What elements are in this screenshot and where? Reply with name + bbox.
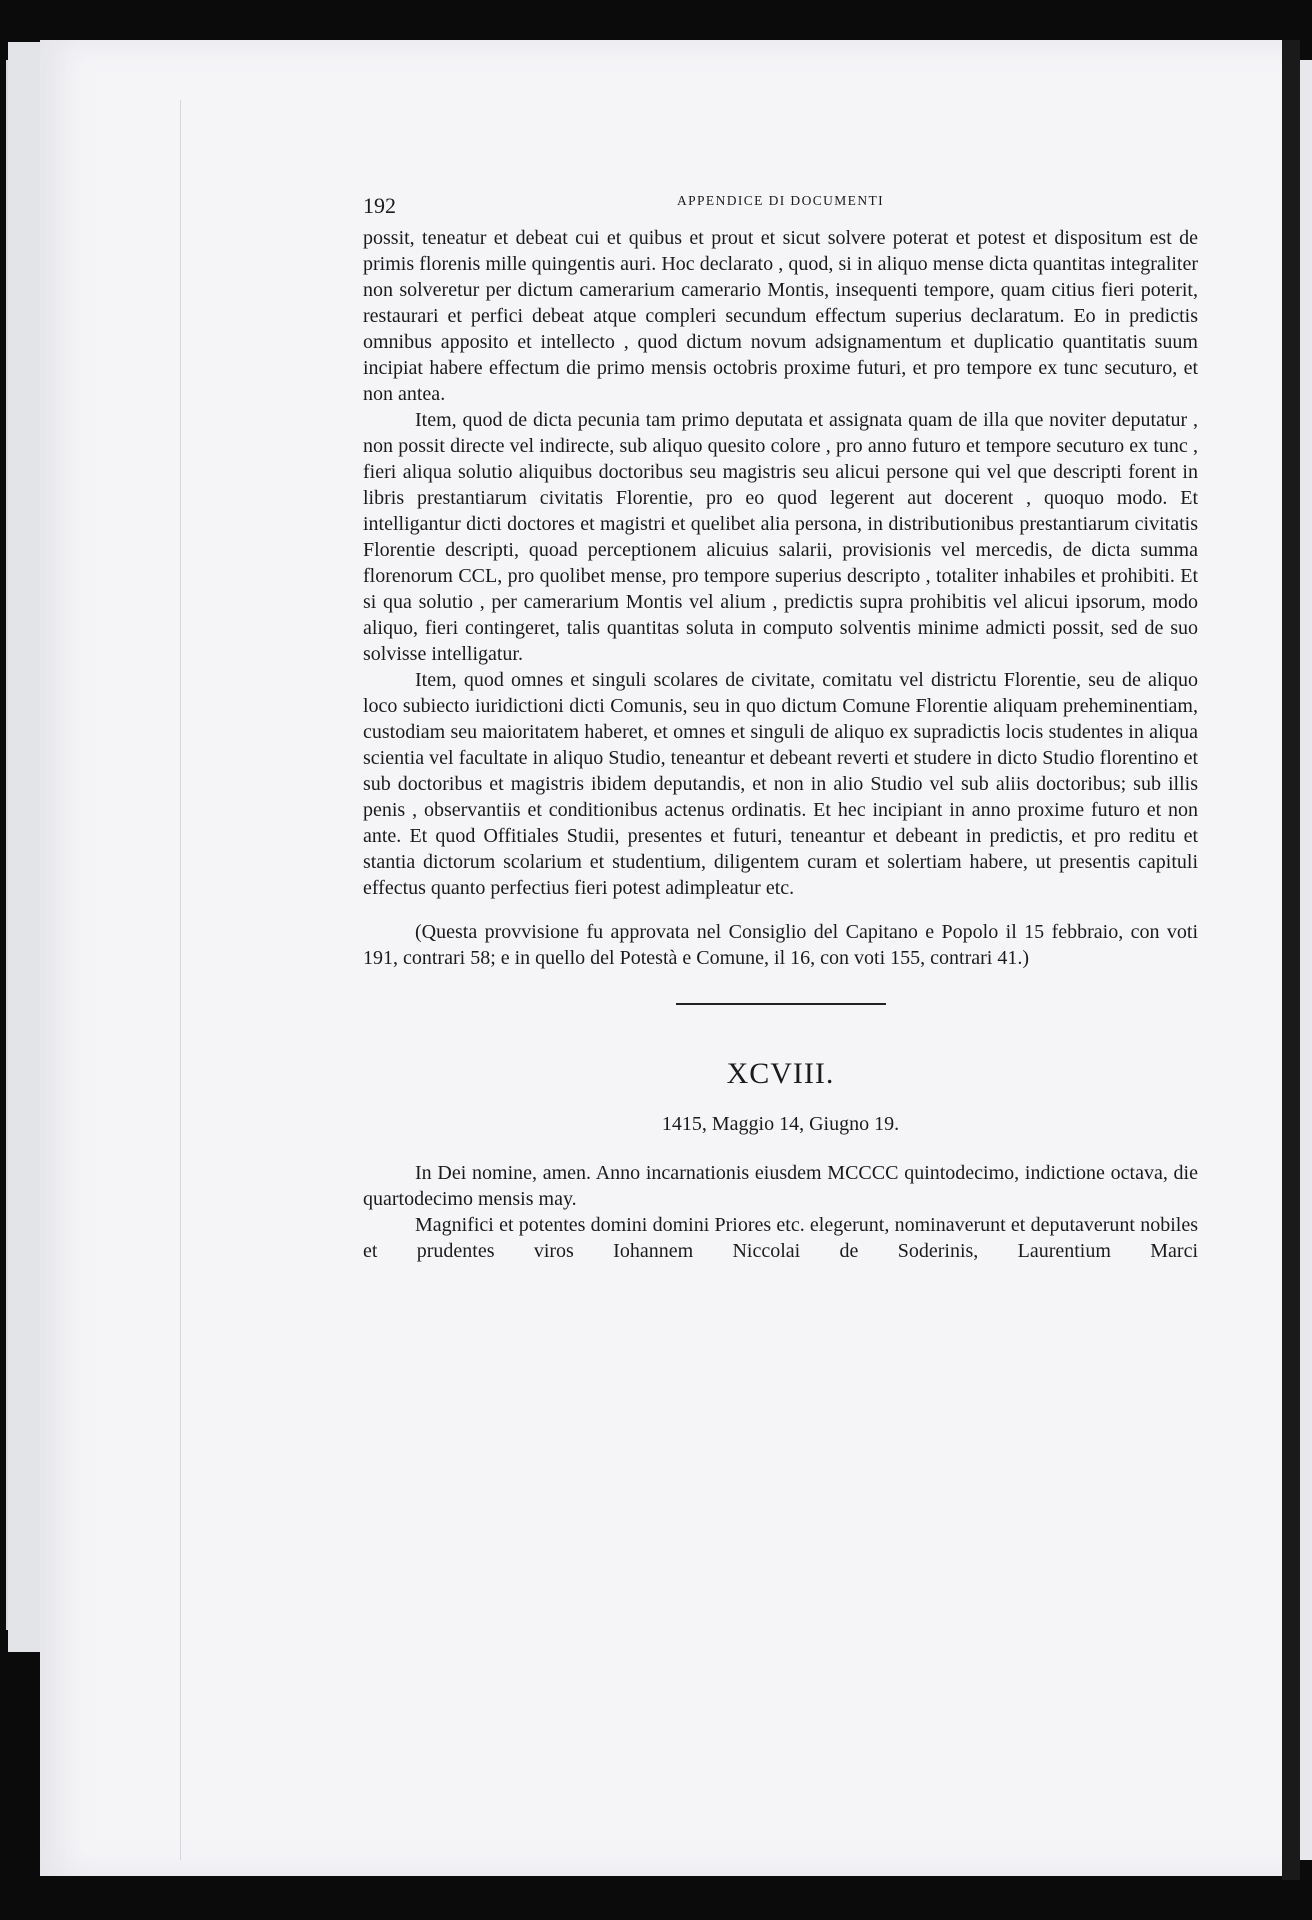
running-head-title: APPENDICE DI DOCUMENTI [676,193,885,208]
body-text [363,225,1198,971]
document-number: XCVIII. [726,1057,835,1090]
document-date: 1415, Maggio 14, Giugno 19. [661,1113,900,1135]
paragraph: possit, teneatur et debeat cui et quibus et prout et sicut solvere poterat et potest et dispositum est de primis florenis mille quingentis auri. Hoc declarato , quod, si in aliquo mense dicta quantitas integraliter non solveretur per dictum camerarium camerario Montis, insequenti tempore, quam citius fieri poterit, restaurari et perfici debeat atque compleri secundum effectum superius declaratum. Eo in predictis omnibus apposito et intellecto , quod dictum novum adsignamentum et duplicatio quantitatis suum incipiat habere effectum die primo mensis octobris proxime futuri, et pro tempore ex tunc secuturo, et non antea. [363,227,1198,405]
page-content [363,185,1198,1264]
editorial-note: (Questa provvisione fu approvata nel Consiglio del Capitano e Popolo il 15 febbraio, con voti 191, contrari 58; e in quello del Potestà e Comune, il 16, con voti 155, contrari 41.) [363,921,1198,969]
paragraph: Item, quod de dicta pecunia tam primo deputata et assignata quam de illa que noviter deputatur , non possit directe vel indirecte, sub aliquo quesito colore , pro anno futuro et tempore secuturo ex tunc , fieri aliqua solutio aliquibus doctoribus seu magistris seu alicui persone qui vel que descripti forent in libris prestantiarum civitatis Florentie, pro eo quod legerent aut docerent , quoquo modo. Et intelligantur dicti doctores et magistri et quelibet alia persona, in distributionibus prestantiarum civitatis Florentie descripti, quoad perceptionem alicuius salarii, provisionis vel mercedis, de dicta summa florenorum CCL, pro quolibet mense, pro tempore superius descripto , totaliter inhabiles et prohibiti. Et si qua solutio , per camerarium Montis vel alium , predictis supra prohibitis vel alicui ipsorum, modo aliquo, fieri contingeret, talis quantitas soluta in computo solventis minime admicti possit, sed de suo solvisse intelligatur. [363,409,1198,665]
page-number: 192 [363,193,396,218]
document-text [363,1160,1198,1264]
paragraph: In Dei nomine, amen. Anno incarnationis eiusdem MCCCC quintodecimo, indictione octava, die quartodecimo mensis may. [363,1162,1198,1210]
paragraph: Item, quod omnes et singuli scolares de civitate, comitatu vel districtu Florentie, seu de aliquo loco subiecto iuridictioni dicti Comunis, seu in quo dictum Comune Florentie aliquam preheminentiam, custodiam seu maioritatem haberet, et omnes et singuli de aliquo ex supradictis locis studentes in aliqua scientia vel facultate in aliquo Studio, teneantur et debeant reverti et studere in dicto Studio florentino et sub doctoribus et magistris ibidem deputandis, et non in alio Studio vel sub aliis doctoribus; sub illis penis , observantiis et conditionibus actenus ordinatis. Et hec incipiant in anno proxime futuro et non ante. Et quod Offitiales Studii, presentes et futuri, teneantur et debeant in predictis, et pro reditu et stantia dictorum scolarium et studentium, diligentem curam et solertiam habere, ut presentis capituli effectus quanto perfectius fieri potest adimpleatur etc. [363,669,1198,899]
page-gutter-shadow [1282,40,1300,1880]
paragraph: Magnifici et potentes domini domini Priores etc. elegerunt, nominaverunt et deputaverunt nobiles et prudentes viros Iohannem Niccolai de Soderinis, Laurentium Marci [363,1214,1198,1262]
running-head [363,185,1198,225]
section-divider [676,1003,886,1005]
page-fold [180,100,181,1860]
